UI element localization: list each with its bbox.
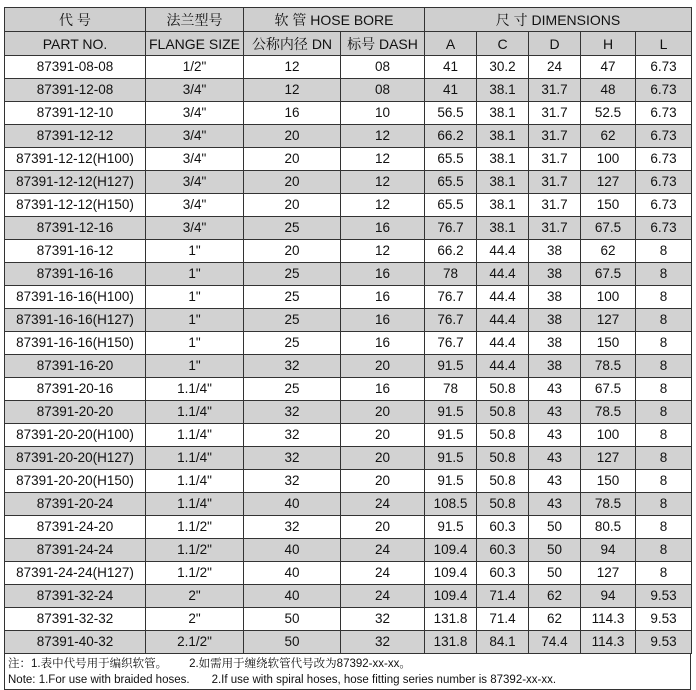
table-row <box>5 539 692 562</box>
dn-cell: 20 <box>244 194 341 217</box>
header-col-c: C <box>477 32 529 56</box>
dash-cell: 16 <box>341 286 425 309</box>
dim-c-cell: 44.4 <box>477 286 529 309</box>
dim-c-cell: 50.8 <box>477 447 529 470</box>
dn-cell: 50 <box>244 608 341 631</box>
flange-size-cell: 2.1/2" <box>146 631 244 654</box>
dn-cell: 20 <box>244 125 341 148</box>
table-row <box>5 102 692 125</box>
dim-d-cell: 43 <box>529 401 581 424</box>
dash-cell: 24 <box>341 585 425 608</box>
dim-d-cell: 50 <box>529 562 581 585</box>
dash-cell: 16 <box>341 332 425 355</box>
dim-h-cell: 78.5 <box>581 493 636 516</box>
dim-d-cell: 43 <box>529 424 581 447</box>
flange-size-cell: 1.1/4" <box>146 401 244 424</box>
part-no-cell: 87391-16-20 <box>5 355 146 378</box>
dim-c-cell: 60.3 <box>477 539 529 562</box>
dim-l-cell: 8 <box>636 447 692 470</box>
dash-cell: 20 <box>341 447 425 470</box>
dim-a-cell: 108.5 <box>425 493 477 516</box>
flange-size-cell: 1.1/2" <box>146 539 244 562</box>
dim-l-cell: 8 <box>636 401 692 424</box>
notes <box>4 654 691 690</box>
flange-size-cell: 1" <box>146 240 244 263</box>
header-flange-cn: 法兰型号 <box>146 8 244 32</box>
note-en-2: 2.If use with spiral hoses, hose fitting series number is 87392-xx-xx. <box>211 674 557 686</box>
header-part-no: PART NO. <box>5 32 146 56</box>
part-no-cell: 87391-16-16(H150) <box>5 332 146 355</box>
dim-a-cell: 109.4 <box>425 562 477 585</box>
dn-cell: 32 <box>244 355 341 378</box>
table-row <box>5 470 692 493</box>
dash-cell: 08 <box>341 79 425 102</box>
dim-l-cell: 8 <box>636 493 692 516</box>
dim-h-cell: 150 <box>581 332 636 355</box>
dim-l-cell: 9.53 <box>636 585 692 608</box>
spec-sheet <box>4 7 691 690</box>
dim-l-cell: 8 <box>636 309 692 332</box>
header-dash: 标号 DASH <box>341 32 425 56</box>
dim-d-cell: 38 <box>529 309 581 332</box>
flange-size-cell: 1.1/4" <box>146 378 244 401</box>
dim-d-cell: 31.7 <box>529 148 581 171</box>
dim-l-cell: 6.73 <box>636 217 692 240</box>
part-no-cell: 87391-12-08 <box>5 79 146 102</box>
dim-d-cell: 38 <box>529 240 581 263</box>
part-no-cell: 87391-12-12(H100) <box>5 148 146 171</box>
flange-size-cell: 3/4" <box>146 125 244 148</box>
dim-h-cell: 127 <box>581 309 636 332</box>
dim-d-cell: 50 <box>529 539 581 562</box>
dim-c-cell: 71.4 <box>477 608 529 631</box>
dn-cell: 32 <box>244 447 341 470</box>
dim-a-cell: 65.5 <box>425 148 477 171</box>
flange-size-cell: 1.1/4" <box>146 470 244 493</box>
part-no-cell: 87391-32-32 <box>5 608 146 631</box>
dn-cell: 25 <box>244 217 341 240</box>
flange-size-cell: 3/4" <box>146 148 244 171</box>
dim-c-cell: 44.4 <box>477 263 529 286</box>
dim-d-cell: 43 <box>529 493 581 516</box>
table-row <box>5 148 692 171</box>
dn-cell: 16 <box>244 102 341 125</box>
dim-l-cell: 9.53 <box>636 608 692 631</box>
dim-h-cell: 47 <box>581 56 636 79</box>
dim-l-cell: 9.53 <box>636 631 692 654</box>
flange-size-cell: 1.1/4" <box>146 424 244 447</box>
table-row <box>5 378 692 401</box>
dn-cell: 25 <box>244 263 341 286</box>
dim-h-cell: 67.5 <box>581 217 636 240</box>
dim-h-cell: 67.5 <box>581 263 636 286</box>
part-no-cell: 87391-20-20 <box>5 401 146 424</box>
table-row <box>5 562 692 585</box>
dim-d-cell: 31.7 <box>529 217 581 240</box>
dim-d-cell: 38 <box>529 355 581 378</box>
dim-l-cell: 6.73 <box>636 171 692 194</box>
dim-c-cell: 38.1 <box>477 148 529 171</box>
dim-c-cell: 38.1 <box>477 194 529 217</box>
dim-h-cell: 94 <box>581 539 636 562</box>
dim-l-cell: 6.73 <box>636 148 692 171</box>
dim-d-cell: 50 <box>529 516 581 539</box>
dim-c-cell: 44.4 <box>477 240 529 263</box>
dim-c-cell: 38.1 <box>477 102 529 125</box>
dim-a-cell: 131.8 <box>425 631 477 654</box>
dim-h-cell: 62 <box>581 125 636 148</box>
dn-cell: 25 <box>244 378 341 401</box>
part-no-cell: 87391-24-24(H127) <box>5 562 146 585</box>
dn-cell: 25 <box>244 286 341 309</box>
table-row <box>5 56 692 79</box>
dim-d-cell: 38 <box>529 263 581 286</box>
table-header <box>5 8 692 56</box>
dim-a-cell: 66.2 <box>425 125 477 148</box>
dim-h-cell: 127 <box>581 562 636 585</box>
dim-d-cell: 24 <box>529 56 581 79</box>
dim-d-cell: 31.7 <box>529 194 581 217</box>
dn-cell: 40 <box>244 562 341 585</box>
part-no-cell: 87391-40-32 <box>5 631 146 654</box>
dim-h-cell: 80.5 <box>581 516 636 539</box>
table-row <box>5 631 692 654</box>
dim-a-cell: 131.8 <box>425 608 477 631</box>
dn-cell: 12 <box>244 56 341 79</box>
dim-a-cell: 109.4 <box>425 539 477 562</box>
dim-c-cell: 38.1 <box>477 171 529 194</box>
dimension-table <box>4 7 692 654</box>
dim-c-cell: 60.3 <box>477 562 529 585</box>
dim-d-cell: 43 <box>529 447 581 470</box>
dim-l-cell: 6.73 <box>636 125 692 148</box>
dim-h-cell: 78.5 <box>581 355 636 378</box>
flange-size-cell: 3/4" <box>146 171 244 194</box>
dim-a-cell: 65.5 <box>425 171 477 194</box>
dash-cell: 12 <box>341 240 425 263</box>
dn-cell: 12 <box>244 79 341 102</box>
dim-l-cell: 8 <box>636 263 692 286</box>
dash-cell: 32 <box>341 608 425 631</box>
part-no-cell: 87391-20-16 <box>5 378 146 401</box>
table-row <box>5 516 692 539</box>
dim-a-cell: 91.5 <box>425 355 477 378</box>
dim-d-cell: 38 <box>529 286 581 309</box>
header-code-cn: 代 号 <box>5 8 146 32</box>
dim-l-cell: 6.73 <box>636 102 692 125</box>
table-row <box>5 424 692 447</box>
part-no-cell: 87391-32-24 <box>5 585 146 608</box>
dim-c-cell: 38.1 <box>477 125 529 148</box>
dim-h-cell: 94 <box>581 585 636 608</box>
dim-c-cell: 50.8 <box>477 401 529 424</box>
dim-c-cell: 60.3 <box>477 516 529 539</box>
dim-l-cell: 6.73 <box>636 56 692 79</box>
flange-size-cell: 1.1/2" <box>146 562 244 585</box>
table-row <box>5 355 692 378</box>
dn-cell: 40 <box>244 585 341 608</box>
dash-cell: 12 <box>341 148 425 171</box>
dim-c-cell: 44.4 <box>477 355 529 378</box>
note-en-1: 1.For use with braided hoses. <box>38 674 190 686</box>
part-no-cell: 87391-16-16(H100) <box>5 286 146 309</box>
header-dn: 公称内径 DN <box>244 32 341 56</box>
dim-l-cell: 8 <box>636 470 692 493</box>
dim-c-cell: 50.8 <box>477 470 529 493</box>
dim-a-cell: 41 <box>425 56 477 79</box>
dn-cell: 32 <box>244 424 341 447</box>
note-cn-2: 2.如需用于缠绕软管代号改为87392-xx-xx。 <box>189 658 411 670</box>
dash-cell: 20 <box>341 470 425 493</box>
dim-a-cell: 91.5 <box>425 424 477 447</box>
dash-cell: 32 <box>341 631 425 654</box>
dn-cell: 40 <box>244 493 341 516</box>
dim-h-cell: 52.5 <box>581 102 636 125</box>
dash-cell: 12 <box>341 125 425 148</box>
dim-h-cell: 127 <box>581 447 636 470</box>
dn-cell: 50 <box>244 631 341 654</box>
dim-c-cell: 50.8 <box>477 424 529 447</box>
header-col-a: A <box>425 32 477 56</box>
part-no-cell: 87391-16-12 <box>5 240 146 263</box>
dim-l-cell: 6.73 <box>636 194 692 217</box>
dn-cell: 32 <box>244 401 341 424</box>
flange-size-cell: 3/4" <box>146 79 244 102</box>
dim-a-cell: 76.7 <box>425 217 477 240</box>
header-col-h: H <box>581 32 636 56</box>
flange-size-cell: 1/2" <box>146 56 244 79</box>
dash-cell: 20 <box>341 516 425 539</box>
flange-size-cell: 1" <box>146 309 244 332</box>
dim-d-cell: 31.7 <box>529 171 581 194</box>
table-row <box>5 332 692 355</box>
note-cn-1: 1.表中代号用于编织软管。 <box>31 658 168 670</box>
dash-cell: 20 <box>341 355 425 378</box>
dash-cell: 12 <box>341 194 425 217</box>
flange-size-cell: 1.1/4" <box>146 493 244 516</box>
dim-l-cell: 8 <box>636 332 692 355</box>
dim-l-cell: 8 <box>636 516 692 539</box>
dn-cell: 20 <box>244 240 341 263</box>
dim-a-cell: 78 <box>425 263 477 286</box>
table-row <box>5 217 692 240</box>
dim-l-cell: 8 <box>636 424 692 447</box>
dim-l-cell: 8 <box>636 539 692 562</box>
table-row <box>5 286 692 309</box>
table-row <box>5 309 692 332</box>
dim-c-cell: 50.8 <box>477 493 529 516</box>
dim-h-cell: 67.5 <box>581 378 636 401</box>
dim-a-cell: 109.4 <box>425 585 477 608</box>
flange-size-cell: 3/4" <box>146 217 244 240</box>
dim-h-cell: 48 <box>581 79 636 102</box>
part-no-cell: 87391-20-24 <box>5 493 146 516</box>
part-no-cell: 87391-16-16(H127) <box>5 309 146 332</box>
dim-a-cell: 56.5 <box>425 102 477 125</box>
dim-l-cell: 8 <box>636 562 692 585</box>
dim-d-cell: 43 <box>529 470 581 493</box>
dim-l-cell: 8 <box>636 355 692 378</box>
dim-h-cell: 127 <box>581 171 636 194</box>
table-body <box>5 56 692 654</box>
dim-a-cell: 91.5 <box>425 516 477 539</box>
dim-h-cell: 78.5 <box>581 401 636 424</box>
dim-a-cell: 66.2 <box>425 240 477 263</box>
dash-cell: 10 <box>341 102 425 125</box>
part-no-cell: 87391-12-10 <box>5 102 146 125</box>
dim-a-cell: 91.5 <box>425 470 477 493</box>
header-col-d: D <box>529 32 581 56</box>
dn-cell: 40 <box>244 539 341 562</box>
dim-d-cell: 31.7 <box>529 125 581 148</box>
table-row <box>5 401 692 424</box>
table-row <box>5 125 692 148</box>
dim-a-cell: 76.7 <box>425 332 477 355</box>
part-no-cell: 87391-12-12(H150) <box>5 194 146 217</box>
dim-h-cell: 114.3 <box>581 631 636 654</box>
header-hose-bore: 软 管 HOSE BORE <box>244 8 425 32</box>
part-no-cell: 87391-24-20 <box>5 516 146 539</box>
dim-h-cell: 100 <box>581 286 636 309</box>
header-dimensions: 尺 寸 DIMENSIONS <box>425 8 692 32</box>
dash-cell: 16 <box>341 378 425 401</box>
flange-size-cell: 1" <box>146 355 244 378</box>
dim-a-cell: 41 <box>425 79 477 102</box>
dash-cell: 16 <box>341 217 425 240</box>
dash-cell: 24 <box>341 562 425 585</box>
dim-a-cell: 76.7 <box>425 286 477 309</box>
dash-cell: 08 <box>341 56 425 79</box>
dim-a-cell: 91.5 <box>425 401 477 424</box>
dash-cell: 20 <box>341 424 425 447</box>
dim-l-cell: 6.73 <box>636 79 692 102</box>
note-en-line <box>8 672 687 688</box>
dim-h-cell: 150 <box>581 194 636 217</box>
part-no-cell: 87391-20-20(H150) <box>5 470 146 493</box>
dim-d-cell: 62 <box>529 608 581 631</box>
note-cn-label: 注： <box>8 658 31 670</box>
dim-c-cell: 84.1 <box>477 631 529 654</box>
part-no-cell: 87391-16-16 <box>5 263 146 286</box>
table-row <box>5 79 692 102</box>
dim-l-cell: 8 <box>636 378 692 401</box>
dn-cell: 32 <box>244 516 341 539</box>
dim-a-cell: 65.5 <box>425 194 477 217</box>
flange-size-cell: 3/4" <box>146 102 244 125</box>
dim-c-cell: 71.4 <box>477 585 529 608</box>
dim-h-cell: 114.3 <box>581 608 636 631</box>
flange-size-cell: 2" <box>146 585 244 608</box>
part-no-cell: 87391-12-12(H127) <box>5 171 146 194</box>
dim-h-cell: 62 <box>581 240 636 263</box>
dim-l-cell: 8 <box>636 286 692 309</box>
dn-cell: 20 <box>244 148 341 171</box>
dim-d-cell: 38 <box>529 332 581 355</box>
dim-h-cell: 100 <box>581 148 636 171</box>
dim-c-cell: 38.1 <box>477 79 529 102</box>
part-no-cell: 87391-08-08 <box>5 56 146 79</box>
dash-cell: 16 <box>341 263 425 286</box>
dim-h-cell: 100 <box>581 424 636 447</box>
dash-cell: 20 <box>341 401 425 424</box>
dim-a-cell: 76.7 <box>425 309 477 332</box>
dim-c-cell: 50.8 <box>477 378 529 401</box>
table-row <box>5 263 692 286</box>
header-flange-size: FLANGE SIZE <box>146 32 244 56</box>
part-no-cell: 87391-20-20(H127) <box>5 447 146 470</box>
table-row <box>5 240 692 263</box>
table-row <box>5 493 692 516</box>
dim-h-cell: 150 <box>581 470 636 493</box>
dim-d-cell: 62 <box>529 585 581 608</box>
table-row <box>5 585 692 608</box>
dash-cell: 24 <box>341 493 425 516</box>
dim-d-cell: 74.4 <box>529 631 581 654</box>
part-no-cell: 87391-12-12 <box>5 125 146 148</box>
part-no-cell: 87391-24-24 <box>5 539 146 562</box>
table-row <box>5 194 692 217</box>
dash-cell: 24 <box>341 539 425 562</box>
table-row <box>5 447 692 470</box>
flange-size-cell: 1" <box>146 332 244 355</box>
header-col-l: L <box>636 32 692 56</box>
dim-c-cell: 44.4 <box>477 309 529 332</box>
flange-size-cell: 3/4" <box>146 194 244 217</box>
dim-c-cell: 44.4 <box>477 332 529 355</box>
dn-cell: 25 <box>244 309 341 332</box>
dim-a-cell: 78 <box>425 378 477 401</box>
part-no-cell: 87391-20-20(H100) <box>5 424 146 447</box>
dim-d-cell: 43 <box>529 378 581 401</box>
dim-d-cell: 31.7 <box>529 102 581 125</box>
flange-size-cell: 1" <box>146 263 244 286</box>
part-no-cell: 87391-12-16 <box>5 217 146 240</box>
note-en-label: Note: <box>8 674 36 686</box>
flange-size-cell: 2" <box>146 608 244 631</box>
dim-l-cell: 8 <box>636 240 692 263</box>
dn-cell: 25 <box>244 332 341 355</box>
dim-a-cell: 91.5 <box>425 447 477 470</box>
note-cn-line <box>8 656 687 672</box>
dim-c-cell: 30.2 <box>477 56 529 79</box>
dim-d-cell: 31.7 <box>529 79 581 102</box>
dim-c-cell: 38.1 <box>477 217 529 240</box>
flange-size-cell: 1.1/2" <box>146 516 244 539</box>
flange-size-cell: 1" <box>146 286 244 309</box>
dash-cell: 12 <box>341 171 425 194</box>
dn-cell: 20 <box>244 171 341 194</box>
dash-cell: 16 <box>341 309 425 332</box>
dn-cell: 32 <box>244 470 341 493</box>
flange-size-cell: 1.1/4" <box>146 447 244 470</box>
table-row <box>5 171 692 194</box>
table-row <box>5 608 692 631</box>
